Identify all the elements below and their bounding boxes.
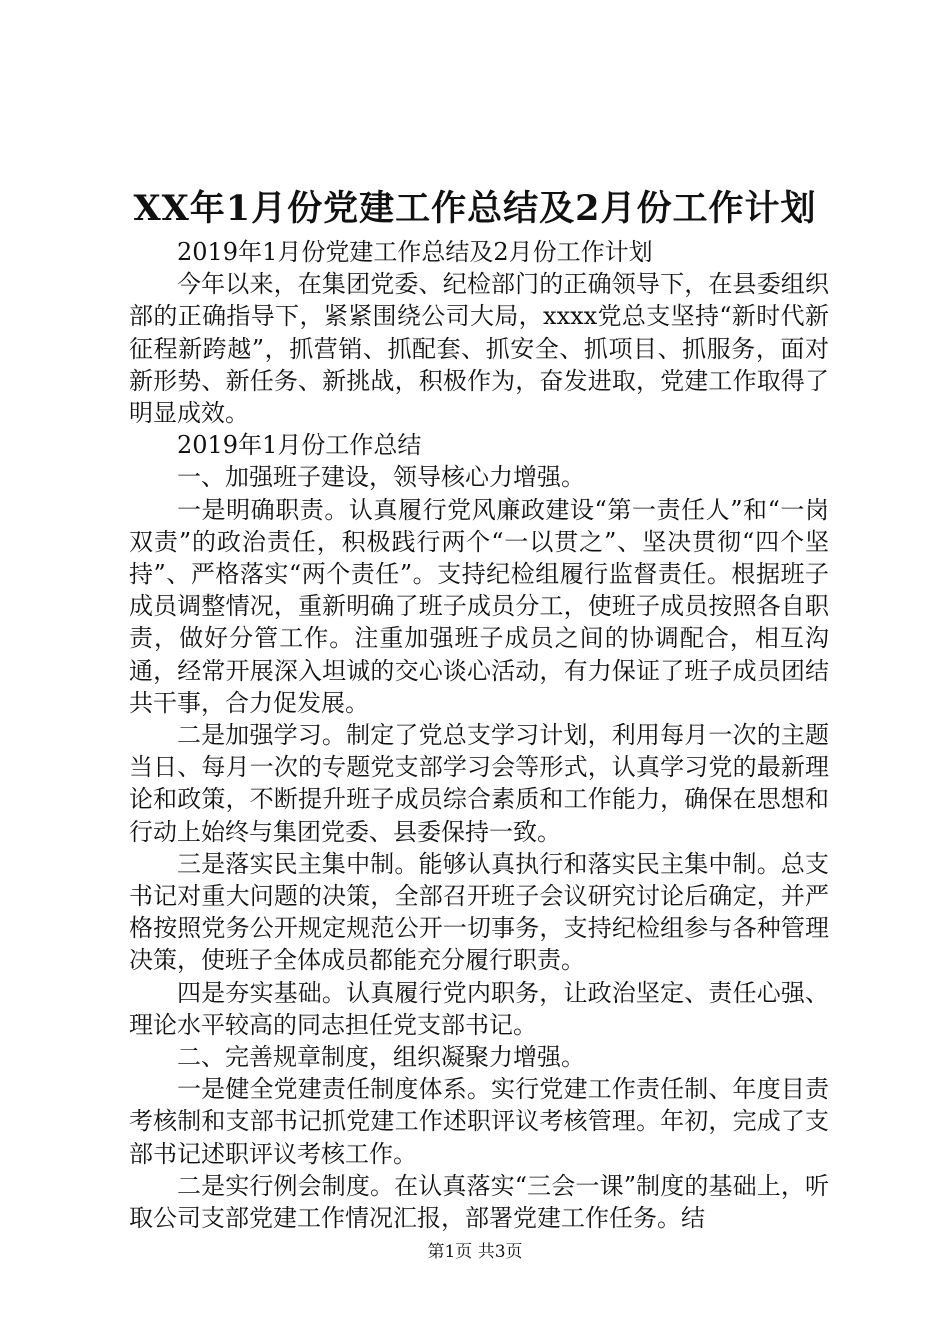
- section-heading-summary: 2019年1月份工作总结: [177, 431, 422, 460]
- paragraph-regular-meetings: 二是实行例会制度。在认真落实“三会一课”制度的基础上，听取公司支部党建工作情况汇报，部署党建工作任务。结: [129, 1171, 829, 1233]
- section-heading-1: 一、加强班子建设，领导核心力增强。: [177, 463, 585, 492]
- page-number: 第1页 共3页: [427, 1242, 523, 1262]
- paragraph-consolidate-foundation: 四是夯实基础。认真履行党内职务，让政治坚定、责任心强、理论水平较高的同志担任党支部书记。: [129, 978, 829, 1039]
- subtitle-paragraph: 2019年1月份党建工作总结及2月份工作计划: [177, 238, 653, 266]
- document-body: [129, 236, 829, 1234]
- paragraph-democratic-centralism: 三是落实民主集中制。能够认真执行和落实民主集中制。总支书记对重大问题的决策，全部召开班子会议研究讨论后确定，并严格按照党务公开规定规范公开一切事务，支持纪检组参与各种管理决策，使班子全体成员都能充分履行职责。: [129, 849, 829, 975]
- paragraph-strengthen-study: 二是加强学习。制定了党总支学习计划，利用每月一次的主题当日、每月一次的专题党支部学习会等形式，认真学习党的最新理论和政策，不断提升班子成员综合素质和工作能力，确保在思想和行动上始终与集团党委、县委保持一致。: [129, 721, 829, 846]
- paragraph-responsibility-system: 一是健全党建责任制度体系。实行党建工作责任制、年度目责考核制和支部书记抓党建工作述职评议考核管理。年初，完成了支部书记述职评议考核工作。: [129, 1075, 829, 1168]
- intro-paragraph: 今年以来，在集团党委、纪检部门的正确领导下，在县委组织部的正确指导下，紧紧围绕公司大局，xxxx党总支坚持“新时代新征程新跨越”，抓营销、抓配套、抓安全、抓项目、抓服务，面对新形势、新任务、新挑战，积极作为，奋发进取，党建工作取得了明显成效。: [129, 270, 829, 428]
- document-title: XX年1月份党建工作总结及2月份工作计划: [133, 188, 817, 229]
- section-heading-2: 二、完善规章制度，组织凝聚力增强。: [177, 1043, 585, 1072]
- paragraph-clarify-duties: 一是明确职责。认真履行党风廉政建设“第一责任人”和“一岗双责”的政治责任，积极践行两个“一以贯之”、坚决贯彻“四个坚持”、严格落实“两个责任”。支持纪检组履行监督责任。根据班子成员调整情况，重新明确了班子成员分工，使班子成员按照各自职责，做好分管工作。注重加强班子成员之间的协调配合，相互沟通，经常开展深入坦诚的交心谈心活动，有力保证了班子成员团结共干事，合力促发展。: [129, 495, 829, 717]
